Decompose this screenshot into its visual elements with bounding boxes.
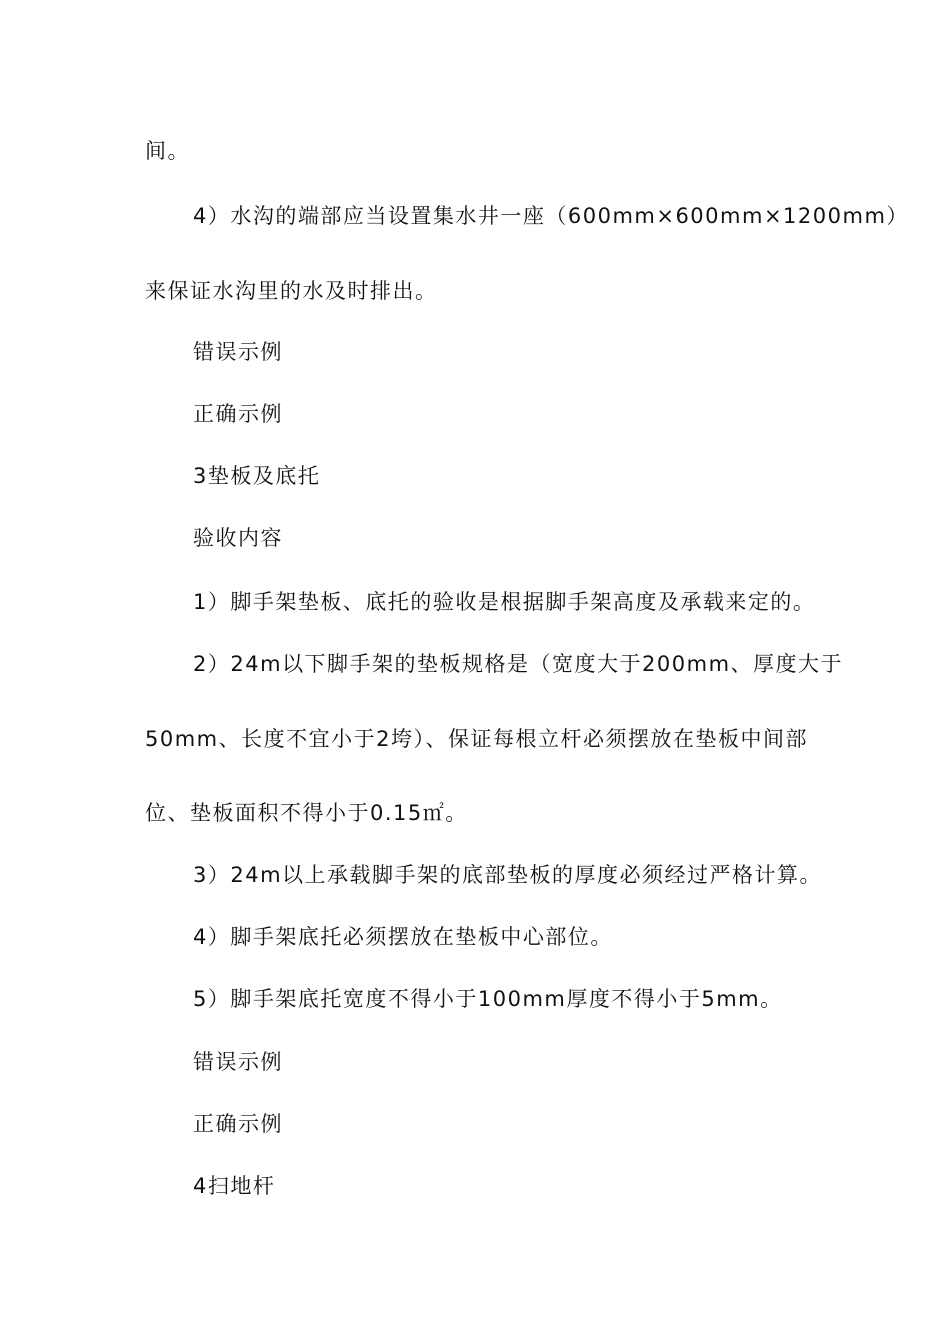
label-correct-example-1: 正确示例: [193, 402, 283, 426]
text-line-item-5: 5）脚手架底托宽度不得小于100mm厚度不得小于5mm。: [193, 987, 783, 1011]
label-wrong-example-1: 错误示例: [193, 340, 283, 364]
text-line-item-2: 2）24m以下脚手架的垫板规格是（宽度大于200mm、厚度大于: [193, 652, 844, 676]
text-line-item-1: 1）脚手架垫板、底托的验收是根据脚手架高度及承载来定的。: [193, 590, 816, 614]
label-correct-example-2: 正确示例: [193, 1112, 283, 1136]
text-line-item-4: 4）脚手架底托必须摆放在垫板中心部位。: [193, 925, 613, 949]
section-heading-4: 4扫地杆: [193, 1174, 276, 1198]
text-line-item-2-cont-1: 50mm、长度不宜小于2垮）、保证每根立杆必须摆放在垫板中间部: [145, 727, 808, 751]
subheading-acceptance: 验收内容: [193, 526, 283, 550]
text-line-item-4-sump: 4）水沟的端部应当设置集水井一座（600mm×600mm×1200mm）: [193, 204, 909, 228]
text-line-item-3: 3）24m以上承载脚手架的底部垫板的厚度必须经过严格计算。: [193, 863, 823, 887]
section-heading-3: 3垫板及底托: [193, 464, 321, 488]
label-wrong-example-2: 错误示例: [193, 1050, 283, 1074]
text-line-continuation: 间。: [145, 139, 190, 163]
text-line-item-4-cont: 来保证水沟里的水及时排出。: [145, 279, 438, 303]
text-line-item-2-cont-2: 位、垫板面积不得小于0.15㎡。: [145, 801, 468, 825]
